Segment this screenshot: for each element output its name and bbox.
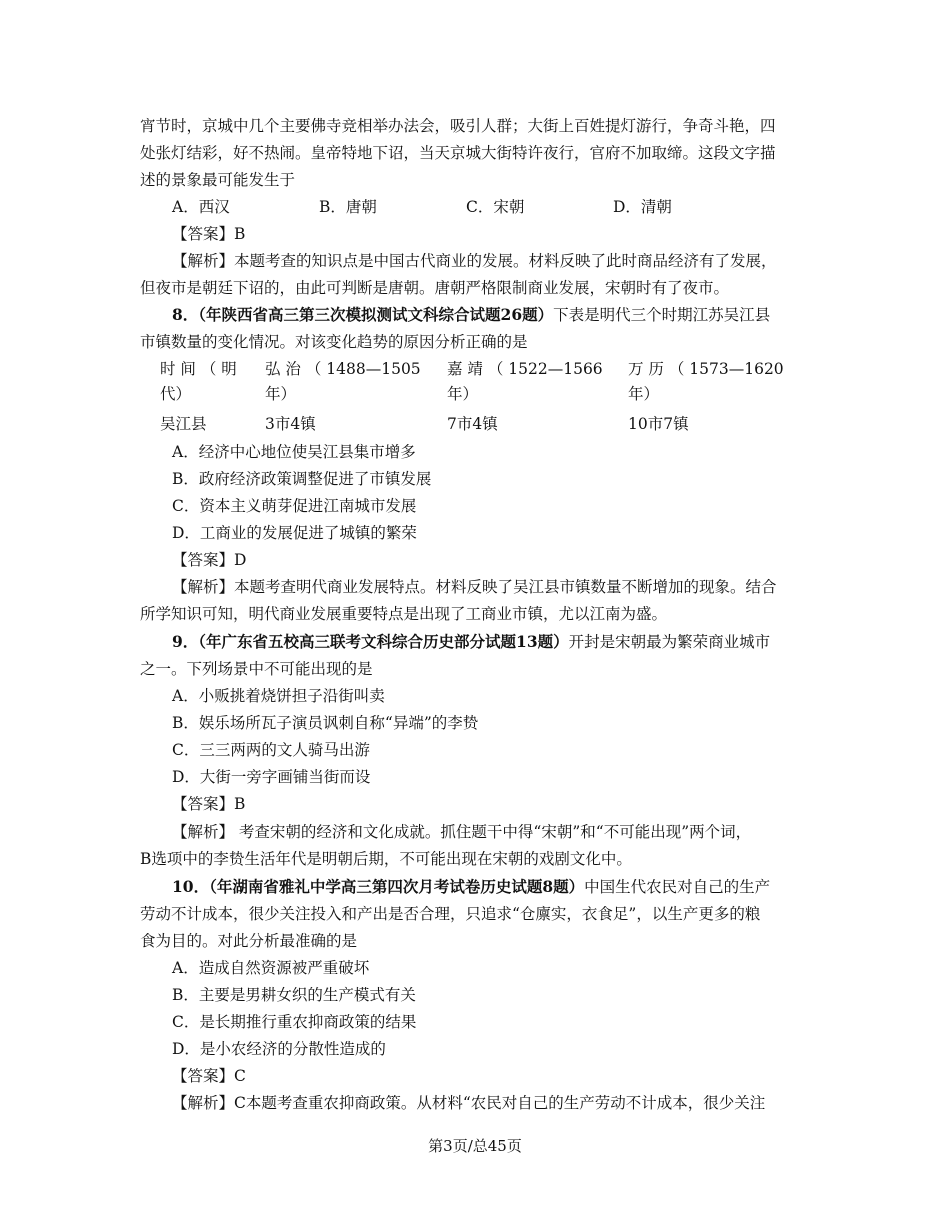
- table-header-wanli: 万 历 （ 1573—1620: [628, 360, 784, 378]
- table-cell: 7市4镇: [447, 415, 498, 433]
- table-header-period: 时 间 （ 明: [160, 360, 237, 378]
- table-header-hongzhi-2: 年）: [265, 385, 297, 403]
- q9-source: 9．（年广东省五校高三联考文科综合历史部分试题13题）: [172, 632, 569, 651]
- q8-option-d: D．工商业的发展促进了城镇的繁荣: [172, 524, 417, 542]
- q10-option-a: A．造成自然资源被严重破坏: [172, 959, 370, 977]
- option-c: C．宋朝: [466, 198, 525, 216]
- q8-answer: 【答案】D: [172, 551, 247, 569]
- q7-stem-line2: 处张灯结彩，好不热闹。皇帝特地下诏，当天京城大街特许夜行，官府不加取缔。这段文字描: [140, 144, 776, 162]
- q10-answer: 【答案】C: [172, 1067, 246, 1085]
- q8-analysis-line2: 所学知识可知，明代商业发展重要特点是出现了工商业市镇，尤以江南为盛。: [140, 605, 668, 623]
- q10-heading: [172, 876, 852, 898]
- q9-heading: [172, 631, 852, 653]
- q8-stem-line2: 市镇数量的变化情况。对该变化趋势的原因分析正确的是: [140, 333, 528, 351]
- q10-source: 10．（年湖南省雅礼中学高三第四次月考试卷历史试题8题）: [172, 877, 585, 896]
- option-a: A．西汉: [172, 198, 230, 216]
- q8-option-b: B．政府经济政策调整促进了市镇发展: [172, 470, 432, 488]
- table-cell: 10市7镇: [628, 415, 689, 433]
- q9-option-d: D．大街一旁字画铺当街而设: [172, 768, 371, 786]
- q10-option-d: D．是小农经济的分散性造成的: [172, 1040, 386, 1058]
- q10-stem-start: 中国生代农民对自己的生产: [584, 878, 771, 896]
- q9-analysis-line1: 【解析】 考查宋朝的经济和文化成就。抓住题干中得“宋朝”和“不可能出现”两个词，: [172, 823, 752, 841]
- q9-stem-start: 开封是宋朝最为繁荣商业城市: [568, 633, 771, 651]
- q10-stem-line3: 食为目的。对此分析最准确的是: [140, 932, 358, 950]
- q8-stem-start: 下表是明代三个时期江苏吴江县: [553, 306, 771, 324]
- q8-option-a: A．经济中心地位使吴江县集市增多: [172, 443, 416, 461]
- q7-answer: 【答案】B: [172, 225, 246, 243]
- q9-option-b: B．娱乐场所瓦子演员讽刺自称“异端”的李贽: [172, 714, 479, 732]
- q8-source: 8．（年陕西省高三第三次模拟测试文科综合试题26题）: [172, 305, 554, 324]
- q7-options: [172, 196, 772, 218]
- table-header-hongzhi: 弘 治 （ 1488—1505: [265, 360, 421, 378]
- q8-analysis-line1: 【解析】本题考查明代商业发展特点。材料反映了吴江县市镇数量不断增加的现象。结合: [172, 578, 777, 596]
- q7-analysis-line2: 但夜市是朝廷下诏的，由此可判断是唐朝。唐朝严格限制商业发展，宋朝时有了夜市。: [140, 279, 730, 297]
- q7-stem-line3: 述的景象最可能发生于: [140, 171, 296, 189]
- q7-analysis-line1: 【解析】本题考查的知识点是中国古代商业的发展。材料反映了此时商品经济有了发展，: [172, 252, 777, 270]
- q10-stem-line2: 劳动不计成本，很少关注投入和产出是否合理，只追求“仓廪实，衣食足”，以生产更多的粮: [140, 905, 761, 923]
- table-header-wanli-2: 年）: [628, 385, 660, 403]
- table-header-jiajing: 嘉 靖 （ 1522—1566: [447, 360, 603, 378]
- table-header-period-2: 代）: [160, 385, 192, 403]
- q9-stem-line2: 之一。下列场景中不可能出现的是: [140, 660, 373, 678]
- q8-option-c: C．资本主义萌芽促进江南城市发展: [172, 497, 417, 515]
- q9-analysis-line2: B选项中的李贽生活年代是明朝后期，不可能出现在宋朝的戏剧文化中。: [140, 850, 632, 868]
- table-cell: 3市4镇: [265, 415, 316, 433]
- q9-option-c: C．三三两两的文人骑马出游: [172, 741, 370, 759]
- q10-analysis-line1: 【解析】C本题考查重农抑商政策。从材料“农民对自己的生产劳动不计成本，很少关注: [172, 1094, 766, 1112]
- table-header-jiajing-2: 年）: [447, 385, 479, 403]
- q8-heading: [172, 304, 852, 326]
- option-b: B．唐朝: [319, 198, 377, 216]
- q9-answer: 【答案】B: [172, 795, 246, 813]
- page-footer: 第3页/总45页: [428, 1137, 522, 1155]
- table-cell: 吴江县: [160, 415, 207, 433]
- q10-option-b: B．主要是男耕女织的生产模式有关: [172, 986, 416, 1004]
- q9-option-a: A．小贩挑着烧饼担子沿街叫卖: [172, 687, 385, 705]
- option-d: D．清朝: [613, 198, 672, 216]
- q10-option-c: C．是长期推行重农抑商政策的结果: [172, 1013, 417, 1031]
- q7-stem-line1: 宵节时，京城中几个主要佛寺竞相举办法会，吸引人群；大街上百姓提灯游行，争奇斗艳，四: [140, 117, 776, 135]
